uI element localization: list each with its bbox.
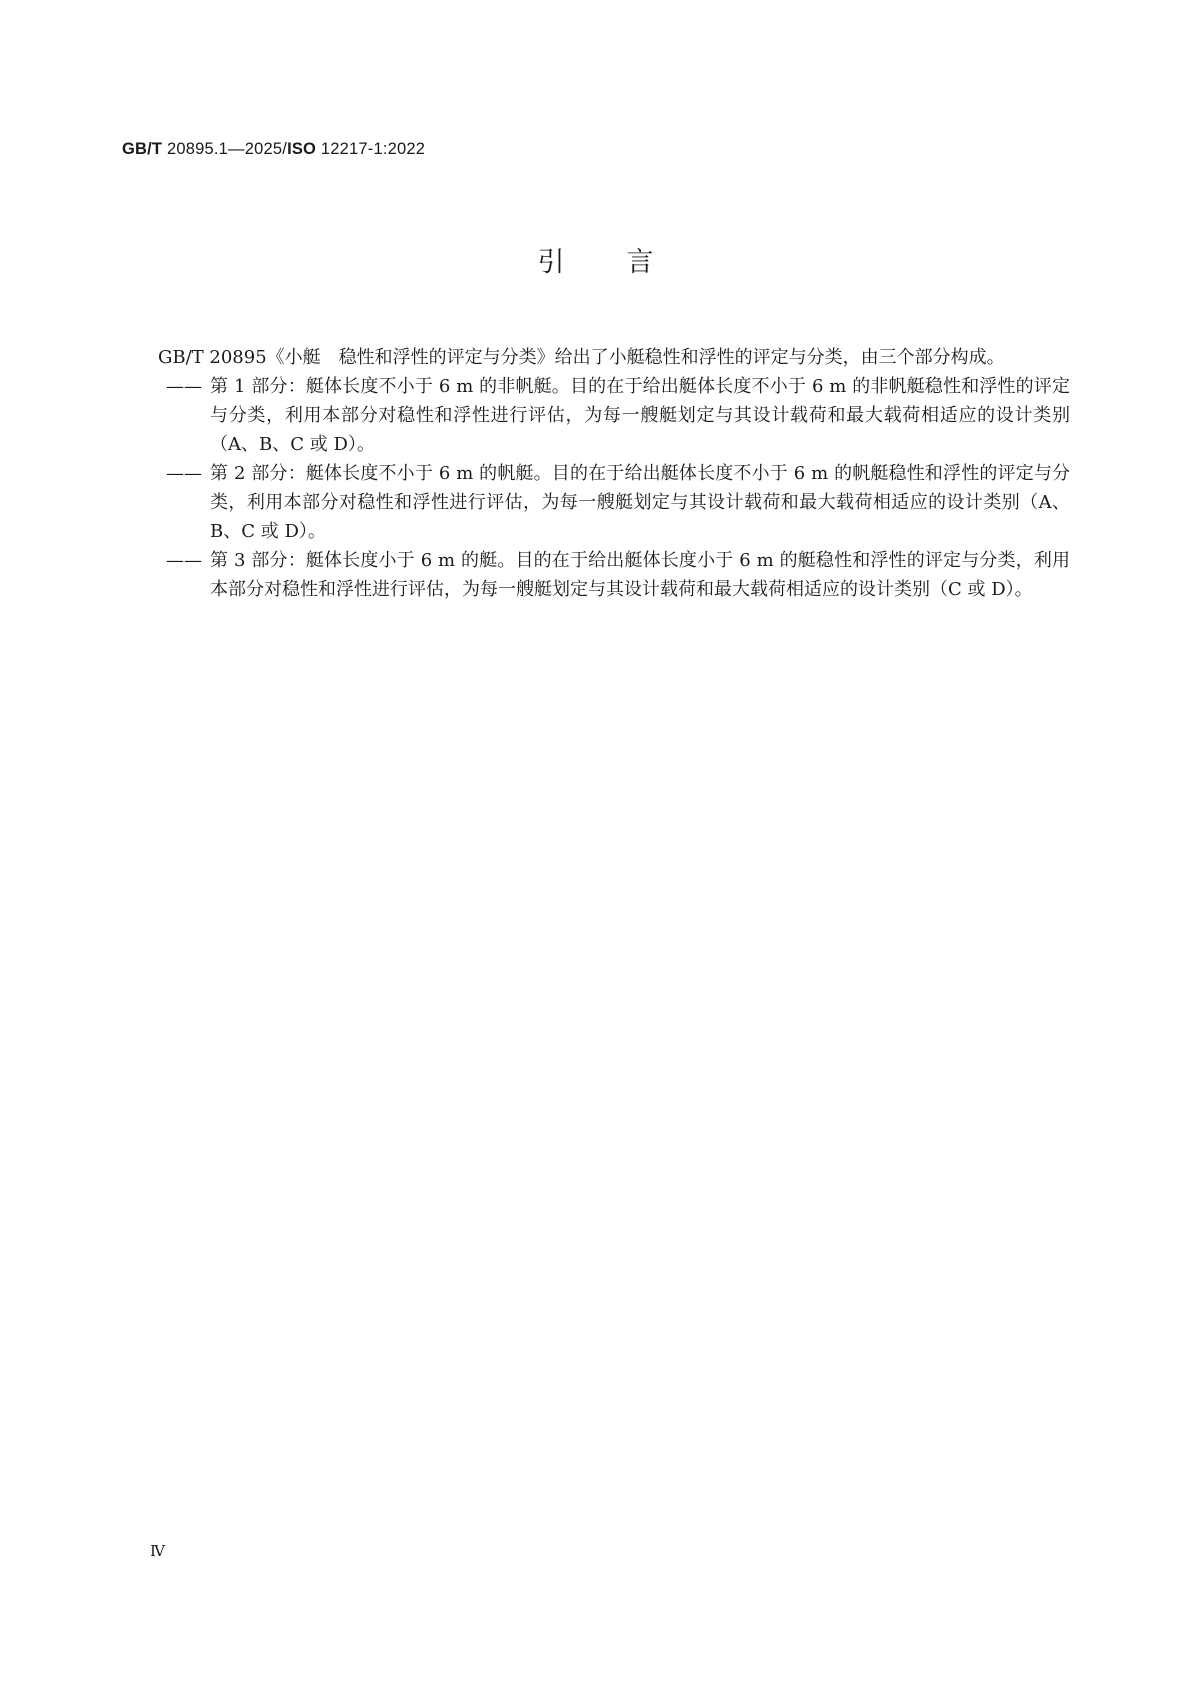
list-item [122, 459, 1070, 546]
parts-list [122, 372, 1070, 604]
page-number: Ⅳ [150, 1542, 165, 1560]
list-dash: —— [166, 550, 202, 571]
list-item [122, 372, 1070, 459]
list-item-text: 第 2 部分：艇体长度不小于 6 m 的帆艇。目的在于给出艇体长度不小于 6 m 的帆艇稳性和浮性的评定与分类，利用本部分对稳性和浮性进行评估，为每一艘艇划定与其设计载荷和最大载荷相适应的设计类别（A、B、C 或 D）。 [210, 463, 1070, 542]
list-dash: —— [166, 376, 202, 397]
iso-number: 12217-1:2022 [320, 140, 426, 158]
list-item-text: 第 3 部分：艇体长度小于 6 m 的艇。目的在于给出艇体长度小于 6 m 的艇稳性和浮性的评定与分类，利用本部分对稳性和浮性进行评估，为每一艘艇划定与其设计载荷和最大载荷相适应的设计类别（C 或 D）。 [210, 550, 1070, 600]
standard-prefix: GB/T [122, 140, 163, 158]
list-dash: —— [166, 463, 202, 484]
list-item-text: 第 1 部分：艇体长度不小于 6 m 的非帆艇。目的在于给出艇体长度不小于 6 m 的非帆艇稳性和浮性的评定与分类，利用本部分对稳性和浮性进行评估，为每一艘艇划定与其设计载荷和最大载荷相适应的设计类别（A、B、C 或 D）。 [210, 376, 1070, 455]
document-body [122, 343, 1070, 604]
standard-number-header [122, 140, 425, 159]
section-title: 引言 [537, 247, 716, 278]
standard-number: 20895.1—2025/ [167, 140, 288, 158]
iso-prefix: ISO [287, 140, 317, 158]
list-item [122, 546, 1070, 604]
intro-paragraph: GB/T 20895《小艇 稳性和浮性的评定与分类》给出了小艇稳性和浮性的评定与分类，由三个部分构成。 [158, 347, 1005, 368]
